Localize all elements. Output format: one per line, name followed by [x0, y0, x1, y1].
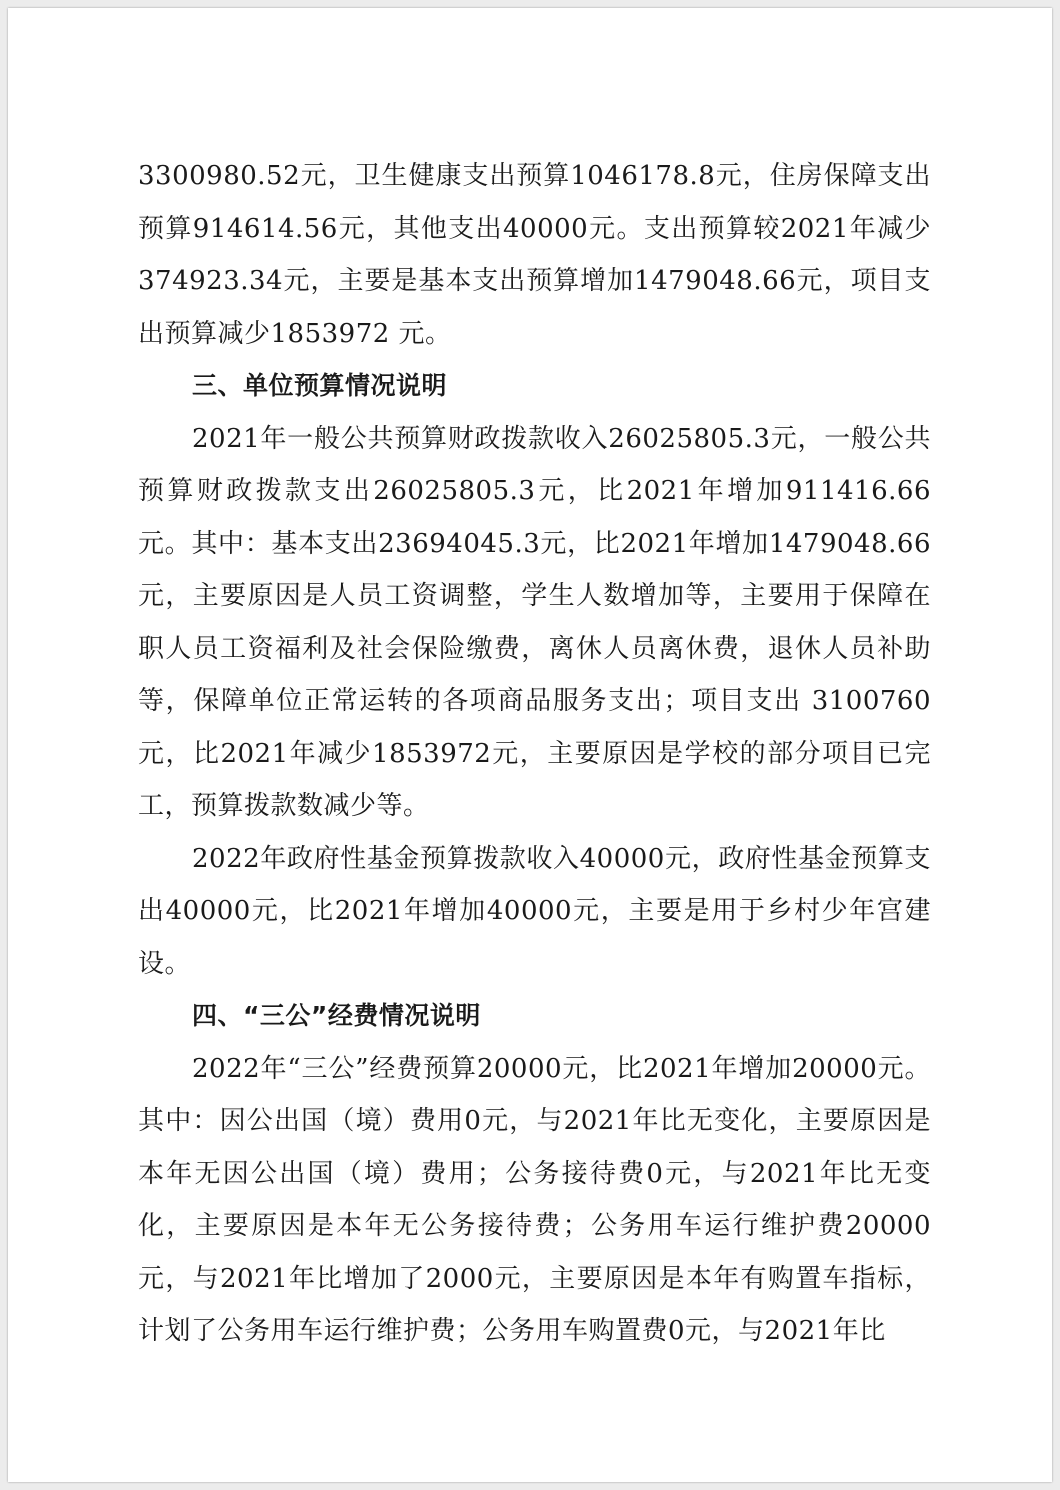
paragraph-three-public-expenses: 2022年“三公”经费预算20000元，比2021年增加20000元。其中：因公出国（境）费用0元，与2021年比无变化，主要原因是本年无因公出国（境）费用；公务接待费0元，与2021年比无变化，主要原因是本年无公务接待费；公务用车运行维护费20000元，与2021年比增加了2000元，主要原因是本年有购置车指标，计划了公务用车运行维护费；公务用车购置费0元，与2021年比 [138, 1053, 931, 1346]
section-heading-three-public-expenses: 四、“三公”经费情况说明 [192, 1001, 481, 1030]
document-page [8, 8, 1052, 1482]
paragraph-government-fund-budget: 2022年政府性基金预算拨款收入40000元，政府性基金预算支出40000元，比2021年增加40000元，主要是用于乡村少年宫建设。 [138, 843, 931, 979]
document-body [138, 150, 931, 1358]
section-heading-unit-budget: 三、单位预算情况说明 [192, 371, 448, 400]
paragraph-expenditure-summary: 3300980.52元，卫生健康支出预算1046178.8元，住房保障支出预算914614.56元，其他支出40000元。支出预算较2021年减少374923.34元，主要是基本支出预算增加1479048.66元，项目支出预算减少1853972 元。 [138, 161, 931, 349]
paragraph-general-public-budget: 2021年一般公共预算财政拨款收入26025805.3元，一般公共预算财政拨款支出26025805.3元，比2021年增加911416.66元。其中：基本支出23694045.3元，比2021年增加1479048.66 元，主要原因是人员工资调整，学生人数增加等，主要用于保障在职人员工资福利及社会保险缴费，离休人员离休费，退休人员补助等，保障单位正常运转的各项商品服务支出；项目支出 3100760元，比2021年减少1853972元，主要原因是学校的部分项目已完工，预算拨款数减少等。 [138, 423, 931, 821]
